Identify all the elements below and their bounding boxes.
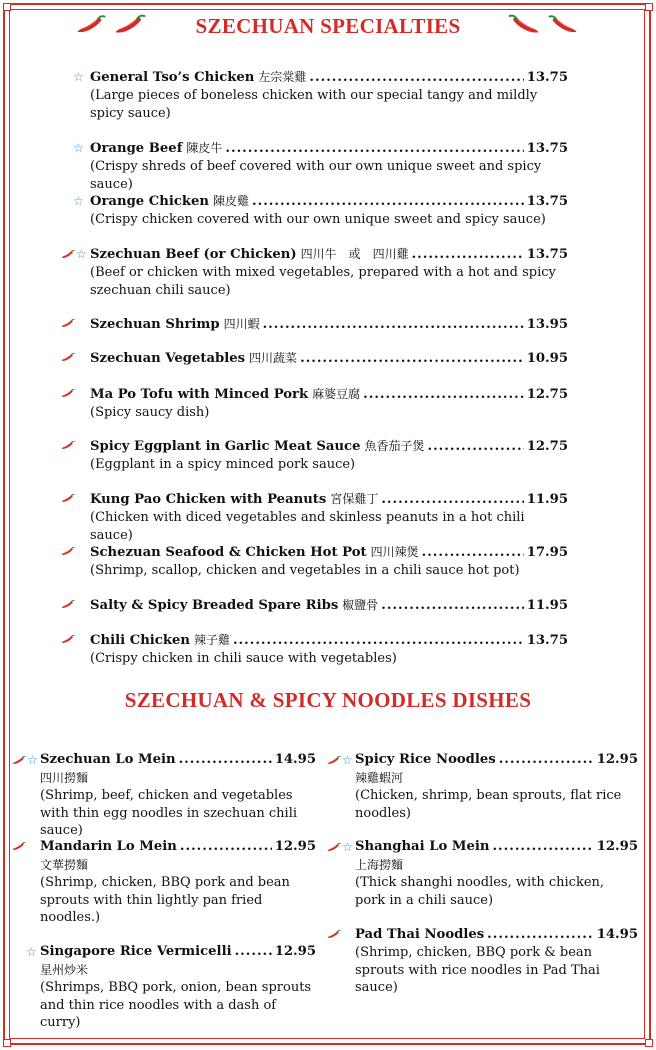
chili-pepper-icon [11,755,27,766]
dot-leader [179,751,272,769]
star-icon: ☆ [76,247,87,261]
item-icons [326,841,353,853]
menu-item-description: (Chicken with diced vegetables and skinless peanuts in a hot chili sauce) [90,510,525,543]
noodle-item [40,943,316,1032]
star-icon: ☆ [342,753,353,767]
item-icons [11,841,27,852]
menu-item-header [90,385,568,404]
border-corner [645,3,653,11]
item-icons [60,318,76,329]
menu-item [90,385,568,422]
menu-item-chinese-name: 四川蔬菜 [249,351,298,365]
menu-item-price: 12.75 [526,439,568,454]
menu-item-price: 13.75 [526,141,568,156]
item-icons [60,248,87,260]
dot-leader [263,316,524,334]
noodle-item-description: (Chicken, shrimp, bean sprouts, flat rice noodles) [355,788,622,821]
noodle-item-price: 12.95 [274,839,316,854]
menu-item-chinese-name: 辣子雞 [193,633,230,647]
menu-item-description: (Shrimp, scallop, chicken and vegetables in a chili sauce hot pot) [90,563,520,578]
dot-leader [180,838,272,856]
menu-item-chinese-name: 陳皮雞 [213,194,250,208]
dot-leader [381,597,523,615]
dot-leader [422,544,524,562]
noodle-item-name: Spicy Rice Noodles [355,752,496,767]
noodle-item-header [40,943,316,961]
menu-item-header [90,68,568,87]
menu-item [90,68,568,122]
menu-item-name: Szechuan Shrimp [90,317,220,332]
menu-item-header [90,139,568,158]
menu-item-name: Szechuan Vegetables [90,351,246,366]
menu-item-description: (Beef or chicken with mixed vegetables, prepared with a hot and spicy szechuan chili sauce) [90,265,556,298]
item-icons [326,754,353,766]
noodle-item [355,838,638,909]
item-icons [326,929,342,940]
noodle-item-description: (Shrimp, chicken, BBQ pork and bean sprouts with thin lightly pan fried noodles.) [40,875,290,925]
menu-item-header [90,437,568,456]
noodle-item-description: (Shrimp, beef, chicken and vegetables with thin egg noodles in szechuan chili sauce) [40,788,298,838]
menu-item [90,490,568,544]
menu-item-name: Szechuan Beef (or Chicken) [90,247,297,262]
chili-pepper-icon [60,634,76,645]
menu-item-name: General Tso’s Chicken [90,70,255,85]
noodle-item-price: 14.95 [274,752,316,767]
noodle-item [355,751,638,822]
menu-item-description: (Crispy chicken covered with our own unique sweet and spicy sauce) [90,212,546,227]
menu-item-price: 13.95 [526,317,568,332]
menu-item-name: Salty & Spicy Breaded Spare Ribs [90,598,339,613]
menu-item-description: (Crispy shreds of beef covered with our own unique sweet and spicy sauce) [90,159,542,192]
chili-pepper-icon [60,318,76,329]
noodle-item-price: 12.95 [596,839,638,854]
menu-item-chinese-name: 四川牛 或 四川雞 [300,247,409,261]
menu-item-header [90,245,568,264]
item-icons [60,634,76,645]
menu-item-name: Spicy Eggplant in Garlic Meat Sauce [90,439,361,454]
menu-item-price: 11.95 [526,492,568,507]
menu-item-price: 17.95 [526,545,568,560]
menu-item-name: Orange Beef [90,141,183,156]
chili-pepper-icon [11,841,27,852]
item-icons [60,440,76,451]
menu-item-price: 12.75 [526,387,568,402]
menu-item-price: 10.95 [526,351,568,366]
star-icon: ☆ [73,194,84,208]
menu-item-chinese-name: 四川蝦 [223,317,260,331]
menu-item [90,437,568,474]
menu-item-name: Orange Chicken [90,194,210,209]
menu-item-chinese-name: 麻婆豆腐 [312,387,361,401]
dot-leader [225,140,523,158]
menu-item-price: 11.95 [526,598,568,613]
dot-leader [427,438,523,456]
star-icon: ☆ [27,753,38,767]
chili-pepper-icon [60,388,76,399]
menu-item-chinese-name: 陳皮牛 [186,141,223,155]
menu-item-header [90,631,568,650]
menu-item-chinese-name: 四川辣煲 [370,545,419,559]
menu-item-chinese-name: 椒鹽骨 [342,598,379,612]
noodle-item-header [355,926,638,944]
menu-item-header [90,315,568,334]
chili-pepper-icon [60,546,76,557]
dot-leader [309,69,523,87]
menu-item [90,596,568,615]
menu-item [90,315,568,334]
star-icon: ☆ [342,840,353,854]
menu-item-name: Chili Chicken [90,633,190,648]
noodle-item-description: (Shrimp, chicken, BBQ pork & bean sprouts with rice noodles in Pad Thai sauce) [355,945,600,995]
noodle-item-price: 12.95 [596,752,638,767]
star-icon: ☆ [26,945,37,959]
noodle-item-price: 12.95 [274,944,316,959]
noodle-item-name: Singapore Rice Vermicelli [40,944,232,959]
noodle-item-description: (Thick shanghi noodles, with chicken, pork in a chili sauce) [355,875,605,908]
noodle-item-name: Szechuan Lo Mein [40,752,176,767]
dot-leader [233,632,524,650]
noodle-item-description: (Shrimps, BBQ pork, onion, bean sprouts and thin rice noodles with a dash of curry) [40,980,312,1030]
item-icons [26,946,37,958]
noodle-item-name: Pad Thai Noodles [355,927,485,942]
menu-item-description: (Spicy saucy dish) [90,405,210,420]
item-icons [73,142,84,154]
menu-item-name: Kung Pao Chicken with Peanuts [90,492,327,507]
chili-pepper-icon [60,599,76,610]
menu-item [90,349,568,368]
item-icons [73,195,84,207]
item-icons [73,71,84,83]
chili-pepper-icon [60,493,76,504]
noodle-item-header [40,838,316,856]
menu-item [90,245,568,299]
menu-item-description: (Crispy chicken in chili sauce with vegetables) [90,651,397,666]
menu-item [90,192,568,229]
noodle-item-chinese-name: 辣雞蝦河 [355,771,404,785]
noodle-item [40,838,316,927]
noodle-item-name: Mandarin Lo Mein [40,839,177,854]
menu-item-chinese-name: 宮保雞丁 [330,492,379,506]
menu-item-chinese-name: 左宗棠雞 [258,70,307,84]
item-icons [60,546,76,557]
dot-leader [499,751,594,769]
item-icons [60,599,76,610]
chili-pepper-icon [326,929,342,940]
menu-item-price: 13.75 [526,633,568,648]
chili-pepper-icon [60,440,76,451]
menu-item-name: Schezuan Seafood & Chicken Hot Pot [90,545,367,560]
menu-item-price: 13.75 [526,247,568,262]
menu-item-header [90,543,568,562]
chili-pepper-icon [326,842,342,853]
dot-leader [492,838,593,856]
menu-item-header [90,349,568,368]
noodle-item-header [40,751,316,769]
noodle-item-chinese-name: 文華撈麵 [40,858,89,872]
star-icon: ☆ [73,141,84,155]
dot-leader [252,193,524,211]
menu-item-header [90,192,568,211]
menu-item [90,631,568,668]
noodle-item-chinese-name: 上海撈麵 [355,858,404,872]
chili-pepper-icon [326,755,342,766]
menu-item-price: 13.75 [526,70,568,85]
menu-item-price: 13.75 [526,194,568,209]
menu-item-description: (Eggplant in a spicy minced pork sauce) [90,457,356,472]
dot-leader [487,926,594,944]
section-title-noodles: SZECHUAN & SPICY NOODLES DISHES [124,688,532,712]
noodle-item [355,926,638,997]
noodle-item-chinese-name: 四川撈麵 [40,771,89,785]
border-corner [3,3,11,11]
menu-item-chinese-name: 魚香茄子煲 [364,439,425,453]
menu-item-name: Ma Po Tofu with Minced Pork [90,387,309,402]
dot-leader [363,386,524,404]
menu-item-header [90,490,568,509]
item-icons [11,754,38,766]
chili-pepper-icon [60,249,76,260]
noodle-item-chinese-name: 星州炒米 [40,963,89,977]
noodle-item-header [355,751,638,769]
menu-item [90,139,568,193]
dot-leader [235,943,272,961]
noodle-item-name: Shanghai Lo Mein [355,839,490,854]
dot-leader [381,491,523,509]
noodle-item-price: 14.95 [596,927,638,942]
star-icon: ☆ [73,70,84,84]
menu-item [90,543,568,580]
border-corner [645,1039,653,1047]
menu-item-description: (Large pieces of boneless chicken with our special tangy and mildly spicy sauce) [90,88,538,121]
chili-pepper-icon [60,352,76,363]
dot-leader [300,350,524,368]
noodle-item [40,751,316,840]
border-corner [3,1039,11,1047]
menu-item-header [90,596,568,615]
item-icons [60,352,76,363]
noodle-item-header [355,838,638,856]
item-icons [60,388,76,399]
dot-leader [412,246,524,264]
item-icons [60,493,76,504]
section-title-specialties: SZECHUAN SPECIALTIES [195,14,461,38]
